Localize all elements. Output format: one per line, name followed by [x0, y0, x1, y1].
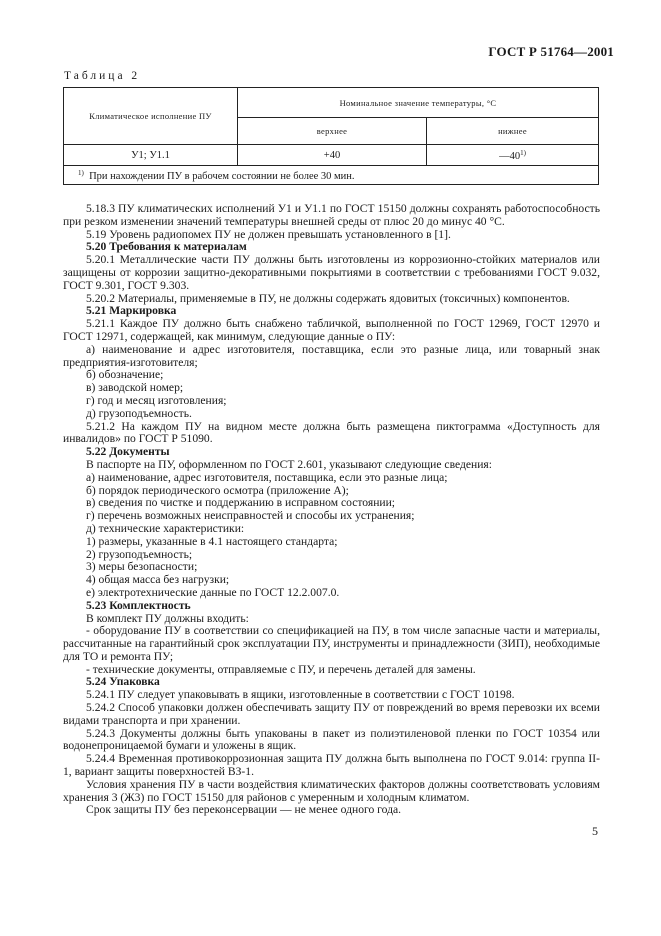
list-item: 1) размеры, указанные в 4.1 настоящего стандарта;: [86, 534, 338, 548]
list-item: б) обозначение;: [86, 368, 164, 382]
paragraph: 5.24.2 Способ упаковки должен обеспечивать защиту ПУ от повреждений во время перевозки их всеми видами транспорта и при хранении.: [63, 701, 600, 727]
list-item: а) наименование и адрес изготовителя, поставщика, если это разные лица, или товарный знак предприятия-изготовителя;: [63, 342, 600, 369]
section-heading: 5.21 Маркировка: [86, 304, 177, 318]
footnote-text: При нахождении ПУ в рабочем состоянии не более 30 мин.: [89, 170, 355, 182]
paragraph: 5.18.3 ПУ климатических исполнений У1 и У1.1 по ГОСТ 15150 должны сохранять работоспособность при резком изменении значений температуры внешней среды от плюс 20 до минус 40 °С.: [63, 202, 600, 228]
col-temperature-group-header: Номинальное значение температуры, °С: [238, 88, 599, 118]
row-upper-cell: +40: [238, 145, 427, 166]
row-climate-cell: У1; У1.1: [64, 145, 238, 166]
paragraph: В паспорте на ПУ, оформленном по ГОСТ 2.601, указывают следующие сведения:: [86, 457, 492, 471]
section-heading: 5.23 Комплектность: [86, 598, 191, 612]
page-number: 5: [592, 824, 598, 838]
list-item: 3) меры безопасности;: [86, 560, 198, 574]
list-item: - оборудование ПУ в соответствии со спецификацией на ПУ, в том числе запасные части и материалы, рассчитанные на гарантийный срок эксплуатации ПУ, инструменты и принадлежности (ЗИП), необходимые для ТО и ремонта ПУ;: [63, 624, 600, 663]
list-item: е) электротехнические данные по ГОСТ 12.2.007.0.: [86, 585, 340, 599]
paragraph: 5.24.4 Временная противокоррозионная защита ПУ должна быть выполнена по ГОСТ 9.014: группа II-1, вариант защиты поверхностей ВЗ-1.: [63, 752, 600, 779]
col-climate-header: Климатическое исполнение ПУ: [64, 88, 238, 145]
paragraph: 5.21.1 Каждое ПУ должно быть снабжено табличкой, выполненной по ГОСТ 12969, ГОСТ 12970 и ГОСТ 12971, содержащей, как минимум, следующие данные о ПУ:: [63, 317, 600, 343]
list-item: в) сведения по чистке и поддержанию в исправном состоянии;: [86, 496, 396, 510]
row-lower-note-mark: 1): [520, 148, 526, 157]
paragraph: 5.20.1 Металлические части ПУ должны быть изготовлены из коррозионно-стойких материалов или защищены от коррозии защитно-декоративными покрытиями в соответствии с требованиями ГОСТ 9.032, ГОСТ 9.301, ГОСТ 9.303.: [63, 253, 600, 292]
list-item: 2) грузоподъемность;: [86, 547, 193, 561]
list-item: г) год и месяц изготовления;: [86, 393, 227, 407]
section-heading: 5.20 Требования к материалам: [86, 240, 247, 254]
paragraph: В комплект ПУ должны входить:: [86, 611, 249, 625]
list-item: - технические документы, отправляемые с ПУ, и перечень деталей для замены.: [86, 662, 476, 676]
paragraph: Условия хранения ПУ в части воздействия климатических факторов должны соответствовать условиям хранения 3 (Ж3) по ГОСТ 15150 для районов с умеренным и холодным климатом.: [63, 777, 600, 804]
paragraph: 5.19 Уровень радиопомех ПУ не должен превышать установленного в [1].: [86, 227, 451, 241]
paragraph: 5.24.1 ПУ следует упаковывать в ящики, изготовленные в соответствии с ГОСТ 10198.: [86, 688, 515, 702]
paragraph: 5.20.2 Материалы, применяемые в ПУ, не должны содержать ядовитых (токсичных) компонентов.: [86, 291, 570, 305]
row-lower-value: —40: [499, 150, 521, 162]
paragraph: 5.24.3 Документы должны быть упакованы в пакет из полиэтиленовой пленки по ГОСТ 10354 или водонепроницаемой бумаги и уложены в ящик.: [63, 726, 600, 753]
paragraph: Срок защиты ПУ без переконсервации — не менее одного года.: [86, 803, 402, 817]
list-item: г) перечень возможных неисправностей и способы их устранения;: [86, 509, 415, 523]
section-heading: 5.24 Упаковка: [86, 675, 160, 689]
paragraph: 5.21.2 На каждом ПУ на видном месте должна быть размещена пиктограмма «Доступность для инвалидов» по ГОСТ Р 51090.: [63, 419, 600, 446]
list-item: д) технические характеристики:: [86, 521, 245, 535]
row-lower-cell: [427, 145, 599, 166]
footnote-mark: 1): [78, 168, 84, 177]
list-item: в) заводской номер;: [86, 381, 184, 395]
section-heading: 5.22 Документы: [86, 445, 170, 459]
list-item: д) грузоподъемность.: [86, 406, 192, 420]
body-text: [63, 203, 600, 817]
temperature-table: [63, 87, 599, 185]
col-lower-header: нижнее: [427, 118, 599, 145]
list-item: 4) общая масса без нагрузки;: [86, 573, 230, 587]
list-item: а) наименование, адрес изготовителя, поставщика, если это разные лица;: [86, 470, 448, 484]
list-item: б) порядок периодического осмотра (приложение А);: [86, 483, 349, 497]
table-caption: Таблица 2: [64, 70, 141, 82]
table-footnote: [64, 166, 599, 185]
col-upper-header: верхнее: [238, 118, 427, 145]
standard-header: ГОСТ Р 51764—2001: [488, 44, 614, 59]
